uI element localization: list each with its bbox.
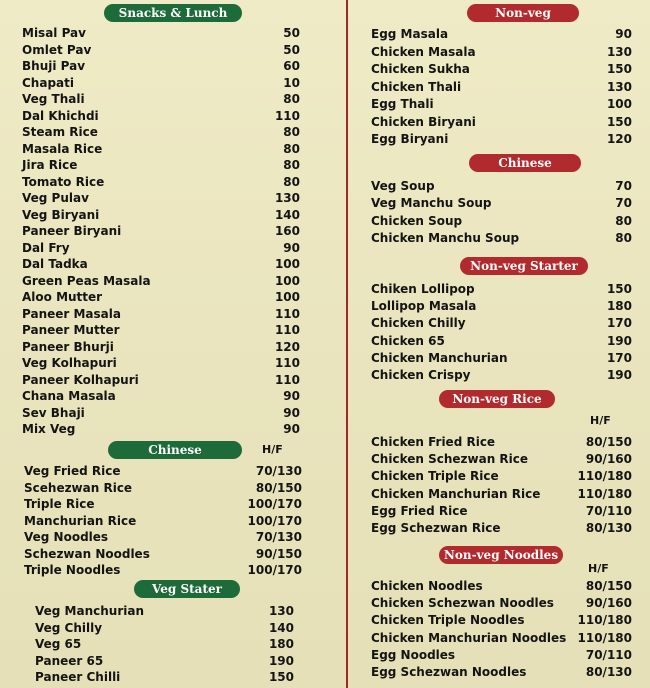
section-header-chinese-left: Chinese — [108, 441, 242, 459]
menu-item-name: Chicken Fried Rice — [371, 435, 496, 449]
menu-item-row — [371, 96, 632, 113]
section-header-snacks-lunch: Snacks & Lunch — [104, 4, 242, 22]
menu-item-name: Veg Noodles — [24, 530, 109, 544]
menu-item-name: Egg Thali — [371, 97, 434, 111]
menu-item-name: Veg Fried Rice — [24, 464, 121, 478]
menu-item-price: 110 — [274, 306, 300, 321]
menu-item-price: 150 — [606, 114, 632, 129]
menu-item-name: Chicken Manchurian Noodles — [371, 630, 567, 645]
menu-item-price: 90/160 — [585, 452, 632, 467]
menu-item-row — [35, 669, 294, 686]
menu-item-price: 150 — [606, 282, 632, 296]
menu-item-row — [22, 273, 300, 290]
menu-item-name: Veg 65 — [35, 637, 82, 651]
menu-item-row — [24, 496, 302, 513]
menu-item-price: 110 — [274, 323, 300, 337]
section-header-veg-stater: Veg Stater — [134, 580, 240, 598]
menu-item-row — [22, 75, 300, 92]
menu-item-row — [22, 388, 300, 405]
menu-item-price: 100 — [274, 273, 300, 288]
menu-item-price: 80/130 — [585, 665, 632, 679]
menu-item-price: 140 — [274, 207, 300, 222]
menu-item-price: 80/150 — [255, 480, 302, 495]
menu-item-row — [22, 207, 300, 224]
menu-item-name: Veg Kolhapuri — [22, 356, 117, 370]
menu-item-price: 80/130 — [585, 521, 632, 535]
menu-item-price: 10 — [283, 75, 300, 90]
column-divider — [346, 0, 348, 688]
menu-item-price: 190 — [606, 368, 632, 382]
menu-item-row — [371, 578, 632, 595]
menu-item-name: Paneer Masala — [22, 306, 121, 321]
menu-item-name: Masala Rice — [22, 141, 103, 156]
menu-item-price: 120 — [606, 132, 632, 146]
half-full-label-left: H/F — [262, 443, 283, 456]
menu-item-price: 110/180 — [577, 469, 632, 484]
menu-item-price: 140 — [268, 620, 294, 635]
menu-item-row — [371, 195, 632, 212]
menu-item-name: Chicken Soup — [371, 213, 463, 228]
menu-item-price: 110 — [274, 108, 300, 123]
menu-item-price: 80 — [615, 230, 632, 245]
menu-item-name: Veg Manchu Soup — [371, 196, 492, 211]
menu-item-row — [22, 157, 300, 174]
menu-item-name: Manchurian Rice — [24, 513, 137, 528]
menu-item-name: Aloo Mutter — [22, 290, 103, 304]
menu-item-name: Steam Rice — [22, 125, 98, 139]
menu-item-name: Chicken Thali — [371, 79, 462, 94]
menu-item-name: Chicken Schezwan Noodles — [371, 596, 554, 611]
menu-item-price: 80 — [283, 174, 300, 189]
menu-item-row — [22, 306, 300, 323]
menu-item-row — [371, 178, 632, 195]
menu-item-name: Chicken Crispy — [371, 368, 471, 382]
menu-item-name: Chicken Manchurian Rice — [371, 486, 541, 501]
menu-item-price: 90 — [283, 389, 300, 403]
menu-item-price: 130 — [606, 79, 632, 94]
menu-item-name: Chapati — [22, 75, 74, 90]
menu-item-row — [22, 190, 300, 207]
menu-item-row — [35, 603, 294, 620]
menu-item-price: 150 — [268, 670, 294, 684]
section-header-chinese-right: Chinese — [469, 154, 581, 172]
menu-item-name: Dal Fry — [22, 240, 70, 255]
menu-item-name: Chicken Biryani — [371, 114, 476, 129]
menu-item-name: Dal Khichdi — [22, 108, 99, 123]
menu-item-row — [24, 463, 302, 480]
menu-item-name: Lollipop Masala — [371, 299, 477, 314]
menu-item-name: Chicken 65 — [371, 333, 445, 348]
menu-item-name: Jira Rice — [22, 158, 78, 172]
menu-item-price: 80/150 — [585, 435, 632, 449]
menu-item-row — [22, 372, 300, 389]
menu-item-price: 80 — [283, 92, 300, 106]
menu-item-name: Paneer 65 — [35, 653, 104, 668]
menu-item-row — [22, 91, 300, 108]
menu-item-name: Veg Biryani — [22, 207, 100, 222]
menu-item-row — [371, 213, 632, 230]
menu-item-price: 110/180 — [577, 613, 632, 628]
menu-item-name: Scehezwan Rice — [24, 480, 133, 495]
menu-item-row — [24, 513, 302, 530]
menu-item-price: 70 — [615, 196, 632, 211]
menu-item-price: 110 — [274, 356, 300, 370]
menu-item-row — [371, 630, 632, 647]
menu-item-row — [371, 647, 632, 664]
menu-item-price: 170 — [606, 350, 632, 365]
menu-item-price: 150 — [606, 62, 632, 76]
menu-item-price: 80 — [615, 213, 632, 228]
menu-item-row — [22, 322, 300, 339]
menu-item-row — [371, 333, 632, 350]
menu-item-price: 100 — [606, 97, 632, 111]
menu-item-name: Chicken Schezwan Rice — [371, 452, 529, 467]
menu-item-price: 50 — [283, 26, 300, 40]
menu-item-row — [22, 339, 300, 356]
menu-item-row — [371, 131, 632, 148]
menu-item-price: 70/110 — [585, 647, 632, 662]
menu-item-name: Chicken Triple Rice — [371, 469, 499, 484]
menu-item-row — [35, 653, 294, 670]
menu-item-name: Egg Schezwan Rice — [371, 521, 501, 535]
menu-item-row — [371, 315, 632, 332]
menu-item-price: 130 — [274, 191, 300, 205]
half-full-label-noodles: H/F — [588, 562, 609, 575]
menu-item-name: Paneer Bhurji — [22, 339, 114, 354]
menu-item-price: 170 — [606, 316, 632, 331]
menu-item-price: 80 — [283, 141, 300, 156]
menu-item-price: 70/130 — [255, 530, 302, 544]
menu-item-row — [35, 636, 294, 653]
menu-item-row — [371, 79, 632, 96]
menu-item-row — [371, 612, 632, 629]
menu-item-price: 180 — [268, 637, 294, 651]
menu-item-price: 90/160 — [585, 596, 632, 611]
menu-item-row — [22, 289, 300, 306]
menu-item-name: Egg Schezwan Noodles — [371, 665, 527, 679]
menu-item-name: Egg Biryani — [371, 132, 449, 146]
menu-item-row — [371, 230, 632, 247]
menu-item-row — [22, 42, 300, 59]
menu-item-row — [371, 451, 632, 468]
menu-item-row — [22, 141, 300, 158]
menu-item-name: Veg Thali — [22, 92, 85, 106]
menu-item-row — [24, 480, 302, 497]
menu-item-name: Mix Veg — [22, 422, 76, 436]
menu-item-name: Chicken Sukha — [371, 62, 470, 76]
menu-item-row — [22, 355, 300, 372]
menu-item-row — [371, 44, 632, 61]
menu-item-name: Veg Pulav — [22, 191, 89, 205]
menu-item-name: Triple Noodles — [24, 563, 121, 577]
menu-item-row — [22, 124, 300, 141]
menu-item-price: 120 — [274, 339, 300, 354]
menu-item-name: Chicken Noodles — [371, 579, 483, 593]
menu-item-price: 60 — [283, 59, 300, 73]
menu-item-name: Chicken Triple Noodles — [371, 613, 525, 628]
menu-item-price: 90 — [283, 422, 300, 436]
menu-item-row — [371, 350, 632, 367]
menu-item-price: 190 — [268, 653, 294, 668]
menu-item-price: 110/180 — [577, 486, 632, 501]
menu-item-row — [22, 174, 300, 191]
menu-item-price: 110/180 — [577, 630, 632, 645]
menu-item-row — [371, 367, 632, 384]
menu-item-name: Paneer Biryani — [22, 224, 122, 238]
menu-item-name: Veg Chilly — [35, 620, 103, 635]
menu-item-price: 110 — [274, 372, 300, 387]
menu-item-name: Paneer Mutter — [22, 323, 120, 337]
section-header-nonveg: Non-veg — [467, 4, 579, 22]
menu-item-name: Chiken Lollipop — [371, 282, 475, 296]
menu-item-name: Chicken Manchurian — [371, 350, 508, 365]
menu-item-name: Chana Masala — [22, 389, 116, 403]
menu-item-name: Paneer Kolhapuri — [22, 372, 139, 387]
menu-item-price: 70 — [615, 179, 632, 193]
menu-item-price: 70/130 — [255, 464, 302, 478]
menu-item-price: 80/150 — [585, 579, 632, 593]
menu-item-name: Green Peas Masala — [22, 273, 151, 288]
menu-item-row — [35, 620, 294, 637]
menu-item-row — [371, 114, 632, 131]
menu-item-name: Chicken Manchu Soup — [371, 230, 520, 245]
menu-item-row — [371, 298, 632, 315]
menu-item-row — [371, 595, 632, 612]
menu-item-name: Sev Bhaji — [22, 405, 85, 420]
menu-item-name: Schezwan Noodles — [24, 546, 150, 561]
menu-item-row — [371, 61, 632, 78]
menu-item-row — [371, 503, 632, 520]
menu-item-price: 90 — [283, 240, 300, 255]
menu-item-price: 90 — [283, 405, 300, 420]
menu-item-price: 70/110 — [585, 503, 632, 518]
menu-item-row — [24, 529, 302, 546]
menu-item-name: Triple Rice — [24, 497, 95, 511]
menu-item-price: 130 — [268, 604, 294, 618]
menu-item-row — [22, 108, 300, 125]
menu-item-row — [24, 546, 302, 563]
half-full-label-rice: H/F — [590, 414, 611, 427]
menu-item-row — [22, 25, 300, 42]
menu-item-price: 100/170 — [247, 563, 302, 577]
menu-item-name: Tomato Rice — [22, 174, 105, 189]
menu-item-name: Egg Fried Rice — [371, 503, 468, 518]
menu-item-row — [22, 223, 300, 240]
section-header-nonveg-rice: Non-veg Rice — [439, 390, 555, 408]
menu-item-name: Dal Tadka — [22, 257, 88, 271]
menu-item-row — [22, 421, 300, 438]
menu-item-row — [24, 562, 302, 579]
menu-item-price: 100 — [274, 290, 300, 304]
menu-item-price: 180 — [606, 299, 632, 314]
menu-item-row — [371, 520, 632, 537]
menu-item-price: 80 — [283, 125, 300, 139]
menu-item-price: 160 — [274, 224, 300, 238]
menu-item-price: 80 — [283, 158, 300, 172]
menu-item-price: 190 — [606, 333, 632, 348]
menu-item-name: Paneer Chilli — [35, 670, 121, 684]
menu-item-row — [371, 664, 632, 681]
menu-item-row — [371, 486, 632, 503]
menu-item-row — [371, 434, 632, 451]
menu-item-row — [22, 256, 300, 273]
menu-item-name: Bhuji Pav — [22, 59, 86, 73]
menu-item-name: Egg Noodles — [371, 647, 456, 662]
menu-item-row — [371, 281, 632, 298]
menu-item-row — [22, 58, 300, 75]
section-header-nonveg-starter: Non-veg Starter — [460, 257, 588, 275]
section-header-nonveg-noodles: Non-veg Noodles — [439, 546, 563, 564]
menu-item-price: 100/170 — [247, 497, 302, 511]
menu-item-name: Egg Masala — [371, 27, 449, 41]
menu-item-name: Misal Pav — [22, 26, 86, 40]
menu-item-name: Veg Manchurian — [35, 604, 144, 618]
menu-item-row — [22, 405, 300, 422]
menu-item-price: 90/150 — [255, 546, 302, 561]
menu-item-row — [22, 240, 300, 257]
menu-item-price: 130 — [606, 44, 632, 59]
menu-item-name: Omlet Pav — [22, 42, 92, 57]
menu-item-row — [371, 468, 632, 485]
menu-item-name: Chicken Chilly — [371, 316, 466, 331]
menu-item-price: 100/170 — [247, 513, 302, 528]
menu-item-price: 50 — [283, 42, 300, 57]
menu-item-price: 100 — [274, 257, 300, 271]
menu-item-name: Chicken Masala — [371, 44, 476, 59]
menu-item-name: Veg Soup — [371, 179, 435, 193]
menu-item-row — [371, 26, 632, 43]
menu-item-price: 90 — [615, 27, 632, 41]
